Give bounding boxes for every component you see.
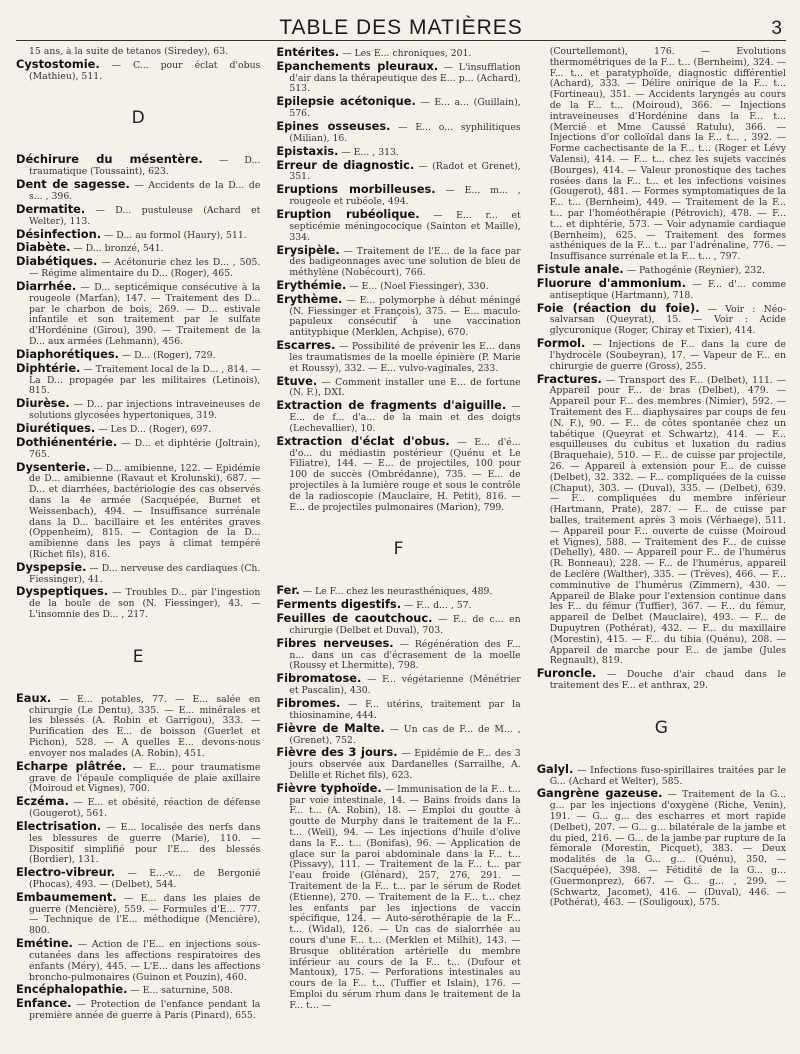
entry-heading: Etuve. — [276, 373, 318, 388]
entry-text: — Un cas de F... de M... , (Grenet), 752. — [289, 723, 521, 746]
index-entry — [276, 143, 520, 159]
index-entry — [16, 360, 261, 397]
entry-heading: Fer. — [276, 583, 300, 598]
entry-text: — E... potables, 77. — E... salée en chirurgie (Le Dentu), 335. — E... minérales et les blessés (A. Robin et Garrigou), 333. — Purification des E... de boisson (Guerlet et Pichon), 528. — A quelles E... devons-nous envoyer nos malades (A. Robin), 451. — [29, 693, 261, 759]
entry-text: — E... a... (Guillain), 576. — [289, 97, 521, 120]
entry-heading: Eruption rubéolique. — [276, 207, 420, 222]
entry-text: — Infections fuso-spirillaires traitées par le G... (Achard et Welter), 585. — [549, 764, 786, 787]
entry-text: — E... (Noel Fiessinger), 330. — [349, 280, 489, 292]
entry-heading: Entérites. — [276, 47, 340, 59]
entry-text: — D... par injections intraveineuses de solutions glycosées hypertoniques, 319. — [29, 399, 261, 422]
index-entry — [16, 281, 260, 348]
index-entry — [276, 47, 520, 60]
entry-text: — E... , 313. — [341, 146, 399, 158]
index-entry — [536, 761, 786, 788]
entry-text: — Troubles D... par l'ingestion de la boule de son (N. Fiessinger), 43. — L'insomnie des D... , 217. — [29, 587, 261, 621]
entry-heading: Electrisation. — [16, 818, 102, 833]
entry-heading: Erysipèle. — [276, 242, 340, 257]
entry-heading: Fractures. — [536, 371, 602, 386]
entry-heading: Erythémie. — [276, 277, 347, 292]
entry-heading: Encéphalopathie. — [16, 982, 128, 997]
entry-text: — E... d'é... d'o... du médiastin postérieur (Quénu et Le Filiatre), 144. — E... de projectiles, 100 pour 100 de succès (Ombrédanne), 735. — E... de projectiles à la lumière rouge et sous le contrôle de la radioscopie (Mauclaire, H. Petit), 816. — E... de projectiles pulmonaires (Marion), 799. — [289, 436, 521, 513]
index-entry — [16, 226, 260, 242]
entry-heading: Enfance. — [16, 996, 72, 1011]
index-entry — [16, 796, 260, 820]
entry-text: — D... amibienne, 122. — Epidémie de D... amibienne (Ravaut et Krolunski), 687. — D... et diarrhées, bactériologie des cas observés dans la 4e armée (Sacquépée, Burnet et Weissenbach), 494. — Insuffisance surrénale dans la D... bacillaire et les entérites graves (Oppenheim), 815. — Contagion de la D... amibienne dans les pays à climat tempéré (Richet fils), 816. — [29, 462, 261, 560]
entry-text: — E... pour traumatisme grave de l'épaule compliquée de plaie axillaire (Moiroud et Vignes), 700. — [29, 761, 261, 795]
entry-heading: Gangrène gazeuse. — [536, 786, 663, 801]
index-entry — [16, 586, 260, 620]
entry-heading: Formol. — [536, 336, 586, 351]
entry-heading: Extraction de fragments d'aiguille. — [276, 398, 507, 413]
entry-heading: Echarpe plâtrée. — [16, 758, 127, 773]
entry-text: — C... pour éclat d'obus (Mathieu), 511. — [29, 59, 261, 82]
entry-text: — Accidents de la D... de s... , 396. — [29, 180, 261, 202]
entry-heading: Epistaxis. — [276, 143, 339, 158]
entry-text: — F... végétarienne (Ménétrier et Pascalin), 430. — [289, 674, 521, 697]
index-entry — [276, 96, 520, 120]
entry-heading: Foie (réaction du foie). — [536, 300, 700, 315]
index-entry — [536, 300, 787, 337]
entry-heading: Epines osseuses. — [276, 119, 391, 134]
entry-heading: Diaphorétiques. — [16, 346, 119, 361]
entry-heading: Fibres nerveuses. — [276, 635, 394, 650]
index-entry — [276, 747, 520, 781]
page-header — [16, 6, 786, 41]
entry-heading: Dent de sagesse. — [16, 177, 130, 192]
entry-heading: Eczéma. — [16, 794, 69, 809]
entry-heading: Eaux. — [16, 690, 52, 705]
entry-text: — Comment installer une E... de fortune (N. F.), DXI. — [289, 376, 521, 399]
entry-text: — F... d... , 57. — [404, 600, 472, 612]
entry-text: — E... m... , rougeole et rubéole, 494. — [289, 185, 521, 208]
index-entry — [536, 371, 787, 668]
entry-text: — D... au formol (Haury), 511. — [104, 229, 247, 241]
entry-heading: Extraction d'éclat d'obus. — [276, 433, 450, 448]
entry-heading: Diabète. — [16, 240, 71, 255]
index-entry — [16, 346, 260, 362]
entry-text: — F... d'... comme antiseptique (Hartmann), 718. — [549, 278, 786, 301]
entry-text: — Immunisation de la F... t... par voie intestinale, 14. — Bains froids dans la F... t... (A. Robin), 18. — Emploi du goutte à goutte de Murphy dans le traitement de la F... t... (Weil), 94. — Les injections d'huile d'olive dans la F... t... (Bonifas), 96. — Application de glace sur la paroi abdominale dans la F... t... (Pissavy), 111. — Traitement de la F... t... par l'eau froide (Glénard), 257, 276, 291. — Traitement de la F... t... par le sérum de Rodet (Etienne), 270. — Traitement de la F... t... chez les enfants par les injections de vaccin spécifique, 124. — Auto-sérothérapie de la F... t... (Widal), 126. — Un cas de sialorrhée au cours d'une F... t... (Merklen et Milhit), 143. — Brusque oblitération artérielle du membre inférieur au cours de la F... t... (Dufour et Mantoux), 175. — Perforations intestinales au cours de la F... t... (Tuffier et Islain), 176. — Emploi du sérum rhum dans le traitement de la F... t... — — [289, 783, 521, 1011]
entry-text: — Les D... (Roger), 697. — [98, 423, 212, 435]
index-entry — [16, 818, 261, 866]
index-entry — [276, 291, 521, 339]
entry-text: — E... o... syphilitiques (Milian), 16. — [289, 122, 521, 144]
entry-text: — (Radot et Grenet), 351. — [289, 160, 521, 183]
entry-text: — Acétonurie chez les D... , 505. — Régime alimentaire du D... (Roger), 465. — [29, 257, 261, 280]
index-entry — [16, 889, 261, 937]
index-entry — [16, 559, 261, 586]
page-title: TABLE DES MATIÈRES — [279, 16, 523, 39]
entry-heading: Dyspeptiques. — [16, 584, 109, 599]
index-entry — [276, 400, 520, 434]
index-entry — [276, 121, 520, 145]
entry-text: — F... de c... en chirurgie (Delbet et Duval), 703. — [289, 614, 521, 636]
entry-text: — Les E... chroniques, 201. — [342, 48, 472, 59]
index-entry — [276, 585, 520, 598]
index-entry — [276, 340, 520, 374]
entry-heading: Fistule anale. — [536, 262, 624, 277]
entry-text: — Régénération des F... n... dans un cas d'écrasement de la moelle (Roussy et Lhermitte), 798. — [289, 638, 521, 672]
index-entry — [276, 673, 520, 697]
index-entry — [276, 209, 520, 243]
index-entry — [16, 242, 260, 255]
index-entry — [276, 157, 521, 184]
index-entry — [16, 256, 260, 280]
entry-text: — E... polymorphe à début méningé (N. Fiessinger et François), 375. — E... maculo-papuleux consécutif à une vaccination antityphique (Merklen, Achpise), 670. — [289, 294, 521, 339]
section-letter: E — [132, 646, 144, 667]
entry-text: — Le F... chez les neurasthéniques, 489. — [302, 586, 493, 598]
entry-heading: Fièvre typhoïde. — [276, 780, 382, 795]
index-entry — [16, 56, 261, 83]
entry-text: — E... saturnine, 508. — [130, 985, 233, 997]
entry-heading: Erythème. — [276, 291, 343, 306]
entry-text: — D... septicémique consécutive à la rougeole (Marfan), 147. — Traitement des D... par le charbon de bois, 269. — D... estivale infantile et son traitement par le sulfate d'Hordénine (Girou), 390. — Traitement de la D... aux armées (Lehmann), 456. — [29, 282, 261, 347]
entry-heading: Déchirure du mésentère. — [16, 152, 203, 167]
entry-heading: Diabétiques. — [16, 254, 98, 269]
entry-heading: Ferments digestifs. — [276, 597, 402, 612]
entry-text: — D... pustuleuse (Achard et Welter), 113. — [29, 204, 261, 227]
index-entry — [276, 599, 520, 612]
index-entry — [16, 398, 260, 422]
index-entry — [276, 58, 521, 95]
index-entry — [276, 635, 521, 672]
section-letter: F — [393, 539, 404, 560]
entry-heading: Cystostomie. — [16, 56, 100, 71]
section-letter: D — [131, 108, 145, 129]
entry-heading: Eruptions morbilleuses. — [276, 182, 436, 197]
entry-text: — Douche d'air chaud dans le traitement des F... et anthrax, 29. — [549, 669, 786, 691]
entry-heading: Fièvre des 3 jours. — [276, 745, 398, 760]
entry-text: — E... et obésité, réaction de défense (Gougerot), 561. — [29, 797, 261, 820]
entry-heading: Escarres. — [276, 338, 336, 353]
entry-heading: Fluorure d'ammonium. — [536, 275, 686, 290]
entry-heading: Epanchements pleuraux. — [276, 58, 439, 73]
entry-text: — D... et diphtérie (Joltrain), 765. — [29, 437, 261, 460]
index-entry — [16, 154, 260, 178]
entry-heading: Furoncle. — [536, 666, 597, 681]
entry-heading: Embaumement. — [16, 889, 117, 904]
index-entry — [16, 420, 260, 436]
index-entry — [276, 373, 521, 400]
index-entry — [16, 867, 260, 891]
entry-text: — Transport des F... (Delbet), 111. — Appareil pour F... de bras (Delbet), 479. — Appareil pour F... des membres (Nimier), 592. — Traitement des F... diaphysaires par coups de feu (N. F.), 90. — F... de côtes spontanée chez un tabétique (Queyrat et Schwartz), 414. — F... esquilleuses du cubitus et luxation du radius (Braquehaie), 510. — F... de cuisse par projectile, 26. — Appareil à extension pour F... de cuisse (Delbet), 32. 332. — F... compliquées de la cuisse (Chaput), 303. — (Duval), 335. — (Delbet), 639. — F... compliquées du membre inférieur (Hartmann, Prate), 287. — F... de cuisse par balles, traitement après 3 mois (Vérhaege), 511. — Appareil pour F... ouverte de cuisse (Moiroud et Vignes), 588. — Traitement des F... de cuisse (Dehelly), 480. — Appareil pour F... de l'humérus (R. Bonneau), 228. — F... de l'humérus, appareil de Leclère (Walther), 335. — (Trèves), 466. — F... comminutive de l'humérus (Zimmern), 430. — Appareil de Blake pour l'extension continue dans les F... du fémur (Tuffier), 367. — F... du fémur, appareil de Delbet (Mauclaire), 493. — F... de Dupuytren (Pothérat), 432. — F... du maxillaire (Morestin), 415. — F... du tibia (Quénu), 208. — Appareil de marche pour F... de jambe (Jules Regnault), 819. — [549, 374, 787, 667]
index-entry — [16, 998, 260, 1022]
index-entry — [276, 277, 520, 293]
entry-text: — Pathogénie (Reynier), 232. — [626, 265, 766, 277]
entry-text: — L'insufflation d'air dans la thérapeutique des E... p... (Achard), 513. — [289, 61, 521, 95]
entry-continuation: (Courtellemont), 176. — Evolutions thermométriques de la F... t... (Bernheim), 324. — F... t... et paratyphoïde, diagnostic différentiel (Achard), 333. — Délire onirique de la F... t... (Fortineau), 351. — Accidents laryngés au cours de la F... t... (Moiroud), 366. — Injections intraveineuses d'Hordénine dans la F... t... (Mercié et Mme Caussé Ratulu), 366. — Injections d'or colloïdal dans la F... t... , 392. — Forme cachectisante de la F... t... (Roger et Lévy Valensi), 414. — F... t... chez les sujets vaccinés (Bourges), 414. — Valeur pronostique des taches rosées dans la F... t... et les infections voisines (Gougerot), 481. — Formes symptomatiques de la F... t... (Bernheim), 449. — Traitement de la F... t... par l'homéothérapie (Pétrovich), 478. — F... t... et diphtérie, 573. — Voir adynamie cardiaque (Bernheim), 625. — Traitement des formes asthéniques de la F... t... par l'adrénaline, 776. — Insuffisance surrénale et la F... t... , 797. — [549, 47, 787, 263]
column-2 — [276, 47, 520, 1023]
index-entry — [276, 698, 520, 722]
entry-text: — Action de l'E... en injections sous-cutanées dans les affections respiratoires des enfants (Méry), 445. — L'E... dans les affections broncho-pulmonaires (Guinon et Pouzin), 460. — [29, 939, 261, 983]
index-entry — [16, 984, 260, 997]
index-entry — [16, 758, 261, 795]
index-entry — [536, 275, 786, 302]
entry-heading: Dyspepsie. — [16, 559, 87, 574]
entry-heading: Emétine. — [16, 936, 73, 951]
entry-heading: Diarrhée. — [16, 279, 77, 294]
entry-text: — Injections de F... dans la cure de l'hydrocèle (Soubeyran), 17. — Vapeur de F... en chirurgie de guerre (Gross), 255. — [549, 339, 787, 372]
index-entry — [537, 668, 786, 692]
entry-text: — F... utérins, traitement par la thiosinamine, 444. — [289, 699, 521, 721]
index-entry — [537, 338, 786, 372]
entry-text: — D... bronzé, 541. — [73, 243, 164, 255]
index-entry — [276, 433, 521, 514]
entry-text: — E...-v... de Bergonié (Phocas), 493. — (Delbet), 544. — [29, 868, 261, 890]
entry-text: — Protection de l'enfance pendant la première année de guerre à Paris (Pinard), 655. — [29, 999, 261, 1022]
entry-text: — Voir : Néo-salvarsan (Queyrat), 15. — Voir : Acide glycuronique (Roger, Chiray et Tixier), 414. — [549, 303, 787, 337]
entry-heading: Diurèse. — [16, 396, 70, 411]
entry-text: — Traitement de la G... g... par les injections d'oxygène (Riche, Venin), 191. — G... g... des escharres et mort rapide (Delbet), 207. — G... g... bilatérale de la jambe et du pied, 216. — G... de la jambe par rupture de la fémorale (Morestin, Picquet), 383. — Deux modalités de la G... g... (Quénu), 350. — (Sacquépée), 398. — Fétidité de la G... g... (Guermonprez), 667. — G... g... , 299. — (Schwartz, Jacomet), 416. — (Duval), 446. — (Pothérat), 463. — (Souligoux), 575. — [549, 789, 787, 909]
index-entry — [16, 434, 261, 461]
entry-text: — E... localisée des nerfs dans les blessures de guerre (Marie), 110. — Dispositif simplifié pour l'E... des blessés (Bordier), 131. — [29, 821, 261, 866]
index-entry — [276, 242, 521, 279]
entry-text: — D... traumatique (Toussaint), 623. — [29, 155, 261, 178]
index-columns — [16, 47, 786, 1023]
index-entry — [16, 938, 260, 983]
index-entry — [537, 788, 786, 909]
entry-text: — E... dans les plaies de guerre (Mencière), 559. — Formules d'E... 777. — Technique de l'E... méthodique (Mencière), 800. — [29, 892, 261, 937]
entry-heading: Diurétiques. — [16, 420, 96, 435]
entry-heading: Epilepsie acétonique. — [276, 94, 416, 109]
index-entry — [16, 690, 261, 760]
entry-heading: Dothiénentérie. — [16, 434, 118, 449]
entry-text: — E... de f... d'a... de la main et des doigts (Lechevallier), 10. — [289, 401, 521, 434]
entry-heading: Dysenterie. — [16, 459, 91, 474]
index-entry — [276, 720, 521, 747]
index-entry — [16, 201, 261, 228]
entry-heading: Feuilles de caoutchouc. — [276, 611, 433, 626]
entry-heading: Fièvre de Malte. — [276, 720, 385, 735]
entry-heading: Fibromes. — [276, 696, 341, 711]
entry-heading: Désinfection. — [16, 226, 102, 241]
column-3 — [537, 47, 786, 1023]
entry-heading: Fibromatose. — [276, 671, 362, 686]
entry-continuation: 15 ans, à la suite de tétanos (Siredey), 63. — [29, 47, 229, 57]
index-entry — [16, 459, 261, 561]
entry-heading: Electro-vibreur. — [16, 865, 116, 880]
entry-heading: Galyl. — [536, 761, 574, 776]
index-entry — [276, 780, 521, 1012]
entry-text: — D... nerveuse des cardiaques (Ch. Fiessinger), 41. — [29, 562, 261, 585]
index-entry — [276, 613, 520, 637]
entry-text: — E... r... et septicémie méningococique (Sainton et Maille), 334. — [289, 210, 521, 243]
entry-heading: Diphtérie. — [16, 360, 81, 375]
section-letter: G — [654, 717, 668, 738]
index-entry — [16, 179, 260, 203]
entry-text: — Possibilité de prévenir les E... dans les traumatismes de la moelle épinière (P. Marie et Roussy), 332. — E... vulvo-vaginales, 233. — [289, 341, 521, 374]
page-number: 3 — [771, 18, 782, 39]
index-entry — [537, 264, 786, 277]
entry-text: — D... (Roger), 729. — [121, 349, 216, 361]
entry-heading: Dermatite. — [16, 201, 86, 216]
entry-text: — Traitement de l'E... de la face par des badigeonnages avec une solution de bleu de méthylène (Nobécourt), 766. — [289, 245, 521, 279]
column-1 — [16, 47, 260, 1023]
entry-text: — Traitement local de la D... , 814. — La D... propagée par les militaires (Letinois), 815. — [29, 363, 261, 397]
entry-text: — Epidémie de F... des 3 jours observée aux Dardanelles (Sarrailhe, A. Delille et Richet fils), 623. — [289, 748, 521, 781]
index-entry — [276, 184, 520, 208]
entry-heading: Erreur de diagnostic. — [276, 157, 415, 172]
